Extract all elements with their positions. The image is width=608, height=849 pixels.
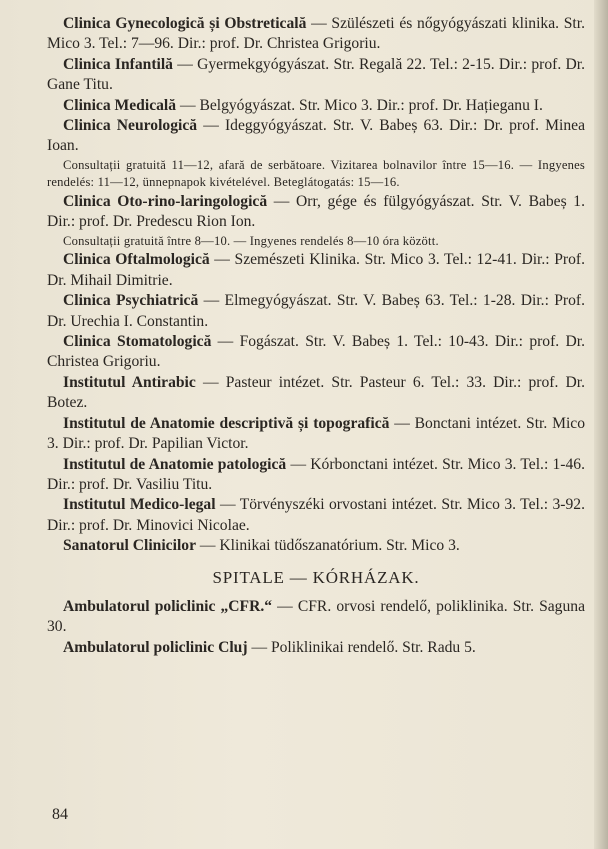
entry-name: Institutul de Anatomie patologică <box>63 455 287 473</box>
entry <box>47 55 585 96</box>
entry <box>47 495 585 536</box>
section-heading: SPITALE — KÓRHÁZAK. <box>212 567 420 587</box>
entry-name: Ambulatorul policlinic „CFR.“ <box>63 597 273 615</box>
entry <box>47 116 585 157</box>
entry-details: — Szemészeti Klinika. Str. Mico 3. Tel.: 12-41. Dir.: Prof. Dr. Mihail Dimitrie. <box>47 251 585 289</box>
entry-name: Institutul de Anatomie descriptivă și topografică <box>63 414 390 432</box>
entry-details: — Bonctani intézet. Str. Mico 3. Dir.: prof. Dr. Papilian Victor. <box>47 414 585 453</box>
entry-details: — Gyermekgyógyászat. Str. Regală 22. Tel.: 2-15. Dir.: prof. Dr. Gane Titu. <box>47 55 585 94</box>
entry-name: Ambulatorul policlinic Cluj <box>63 638 248 656</box>
entry-details: — Elmegyógyászat. Str. V. Babeș 63. Tel.: 1-28. Dir.: Prof. Dr. Urechia I. Constantin. <box>47 292 585 330</box>
entry-details: — Ideggyógyászat. Str. V. Babeș 63. Dir.: Dr. prof. Minea Ioan. <box>47 117 585 155</box>
page-text <box>47 14 585 658</box>
entry-details: — Belgyógyászat. Str. Mico 3. Dir.: prof. Dr. Hațieganu I. <box>176 96 543 114</box>
page-edge <box>594 0 608 849</box>
entry <box>47 373 585 414</box>
entry <box>47 455 585 496</box>
entry <box>47 536 585 556</box>
entry-name: Clinica Gynecologică și Obstreticală <box>63 15 307 32</box>
entry-name: Clinica Infantilă <box>63 55 173 73</box>
entry <box>47 250 585 291</box>
entry-name: Clinica Medicală <box>63 96 177 114</box>
entry <box>47 291 585 332</box>
entry <box>47 332 585 373</box>
entry-name: Clinica Oftalmologică <box>63 251 210 269</box>
entry <box>47 638 585 658</box>
entry-details: — Pasteur intézet. Str. Pasteur 6. Tel.: 33. Dir.: prof. Dr. Botez. <box>47 373 585 412</box>
entry-details: — Klinikai tüdőszanatórium. Str. Mico 3. <box>196 537 460 555</box>
entry-name: Institutul Antirabic <box>63 373 196 391</box>
entry-name: Sanatorul Clinicilor <box>63 537 196 555</box>
entry <box>47 96 585 116</box>
entry-name: Clinica Neurologică <box>63 117 198 135</box>
entry-name: Institutul Medico-legal <box>63 496 216 514</box>
entry-details: — CFR. orvosi rendelő, poliklinika. Str. Saguna 30. <box>47 597 585 636</box>
entry-details: — Poliklinikai rendelő. Str. Radu 5. <box>247 638 476 656</box>
entry-details: — Szülészeti és nőgyógyászati klinika. Str. Mico 3. Tel.: 7—96. Dir.: prof. Dr. Christea Grigoriu. <box>47 15 585 53</box>
entry-details: — Törvényszéki orvostani intézet. Str. Mico 3. Tel.: 3-92. Dir.: prof. Dr. Minovici Nicolae. <box>47 496 585 534</box>
entry-details: — Orr, gége és fülgyógyászat. Str. V. Babeș 1. Dir.: prof. Dr. Predescu Rion Ion. <box>47 193 585 231</box>
entry-name: Clinica Oto-rino-laringologică <box>63 193 268 211</box>
consultation-note: Consultații gratuită între 8—10. — Ingyenes rendelés 8—10 óra között. <box>63 233 439 248</box>
entry-details: — Kórbonctani intézet. Str. Mico 3. Tel.: 1-46. Dir.: prof. Dr. Vasiliu Titu. <box>47 455 585 493</box>
consultation-note: Consultații gratuită 11—12, afară de serbătoare. Vizitarea bolnavilor între 15—16. — Ingyenes rendelés: 11—12, ünnepnapok kivételével. Beteglátogatás: 15—16. <box>47 157 585 190</box>
entry <box>47 14 585 55</box>
entry <box>47 192 585 233</box>
entry <box>47 597 585 638</box>
entry <box>47 414 585 455</box>
entry-details: — Fogászat. Str. V. Babeș 1. Tel.: 10-43. Dir.: prof. Dr. Christea Grigoriu. <box>47 333 585 371</box>
page-number: 84 <box>52 806 68 823</box>
entry-name: Clinica Stomatologică <box>63 333 212 351</box>
entry-name: Clinica Psychiatrică <box>63 292 199 310</box>
